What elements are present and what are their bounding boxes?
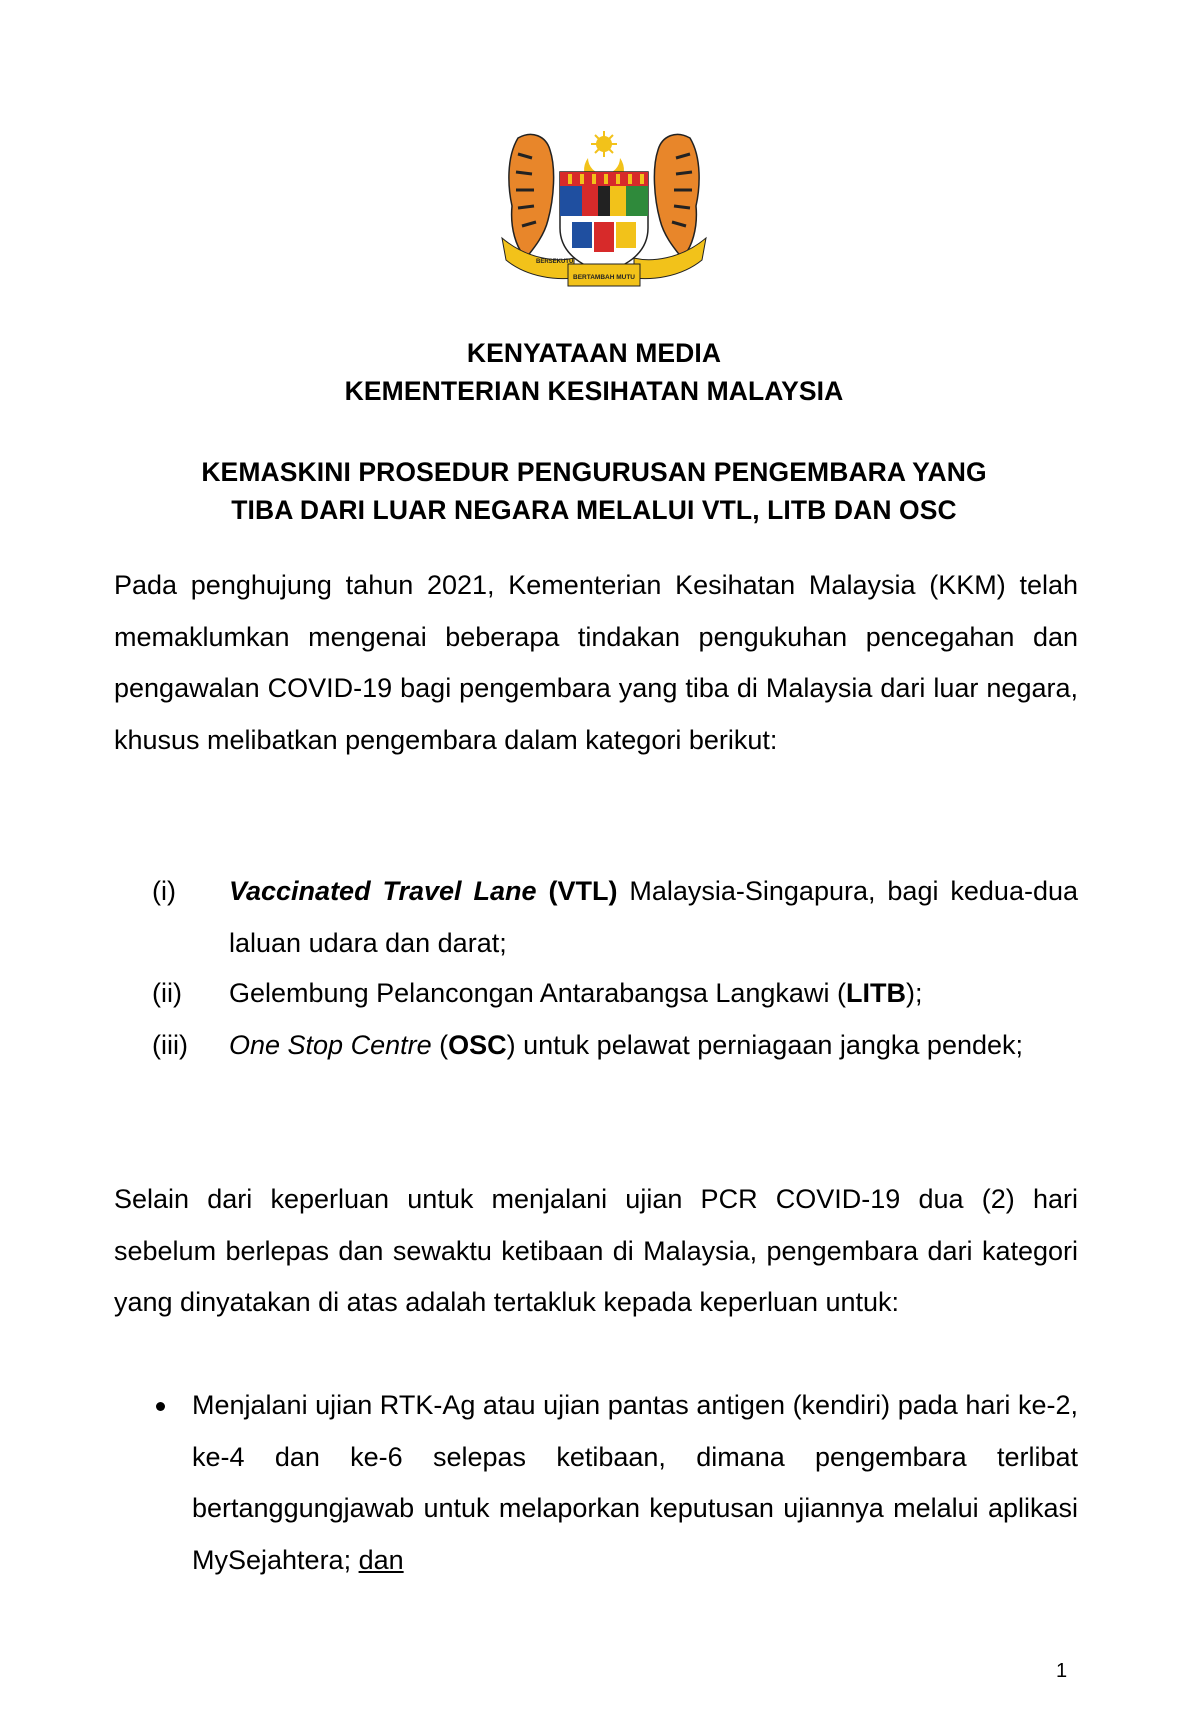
bullet-dot bbox=[156, 1402, 165, 1411]
list-text: One Stop Centre (OSC) untuk pelawat perniagaan jangka pendek; bbox=[229, 1030, 1024, 1060]
intro-paragraph: Pada penghujung tahun 2021, Kementerian Kesihatan Malaysia (KKM) telah memaklumkan mengenai beberapa tindakan pengukuhan pencegahan dan pengawalan COVID-19 bagi pengembara yang tiba di Malaysia dari luar negara, khusus melibatkan pengembara dalam kategori berikut: bbox=[114, 570, 1078, 755]
motto-left: BERSEKUTU bbox=[536, 259, 574, 265]
header-line-2: KEMENTERIAN KESIHATAN MALAYSIA bbox=[344, 376, 844, 406]
page-number: 1 bbox=[1056, 1660, 1068, 1682]
bullet-text: Menjalani ujian RTK-Ag atau ujian pantas antigen (kendiri) pada hari ke-2, ke-4 dan ke-6 selepas ketibaan, dimana pengembara terlibat bertanggungjawab untuk melaporkan keputusan ujiannya melalui aplikasi MySejahtera; dan bbox=[192, 1390, 1078, 1575]
second-paragraph: Selain dari keperluan untuk menjalani ujian PCR COVID-19 dua (2) hari sebelum berlepas dan sewaktu ketibaan di Malaysia, pengembara dari kategori yang dinyatakan di atas adalah tertakluk kepada keperluan untuk: bbox=[114, 1184, 1078, 1317]
subject-line-1: KEMASKINI PROSEDUR PENGURUSAN PENGEMBARA YANG bbox=[201, 457, 987, 487]
list-number: (i) bbox=[152, 876, 176, 906]
motto-bottom: BERTAMBAH MUTU bbox=[573, 274, 635, 281]
header-line-1: KENYATAAN MEDIA bbox=[466, 338, 722, 368]
subject-line-2: TIBA DARI LUAR NEGARA MELALUI VTL, LITB DAN OSC bbox=[231, 495, 957, 525]
list-text: Gelembung Pelancongan Antarabangsa Langkawi (LITB); bbox=[229, 978, 923, 1008]
coat-of-arms-logo bbox=[498, 128, 710, 290]
list-text: Vaccinated Travel Lane (VTL) Malaysia-Singapura, bagi kedua-dua laluan udara dan darat; bbox=[229, 876, 1078, 958]
list-number: (ii) bbox=[152, 978, 182, 1008]
list-number: (iii) bbox=[152, 1030, 188, 1060]
